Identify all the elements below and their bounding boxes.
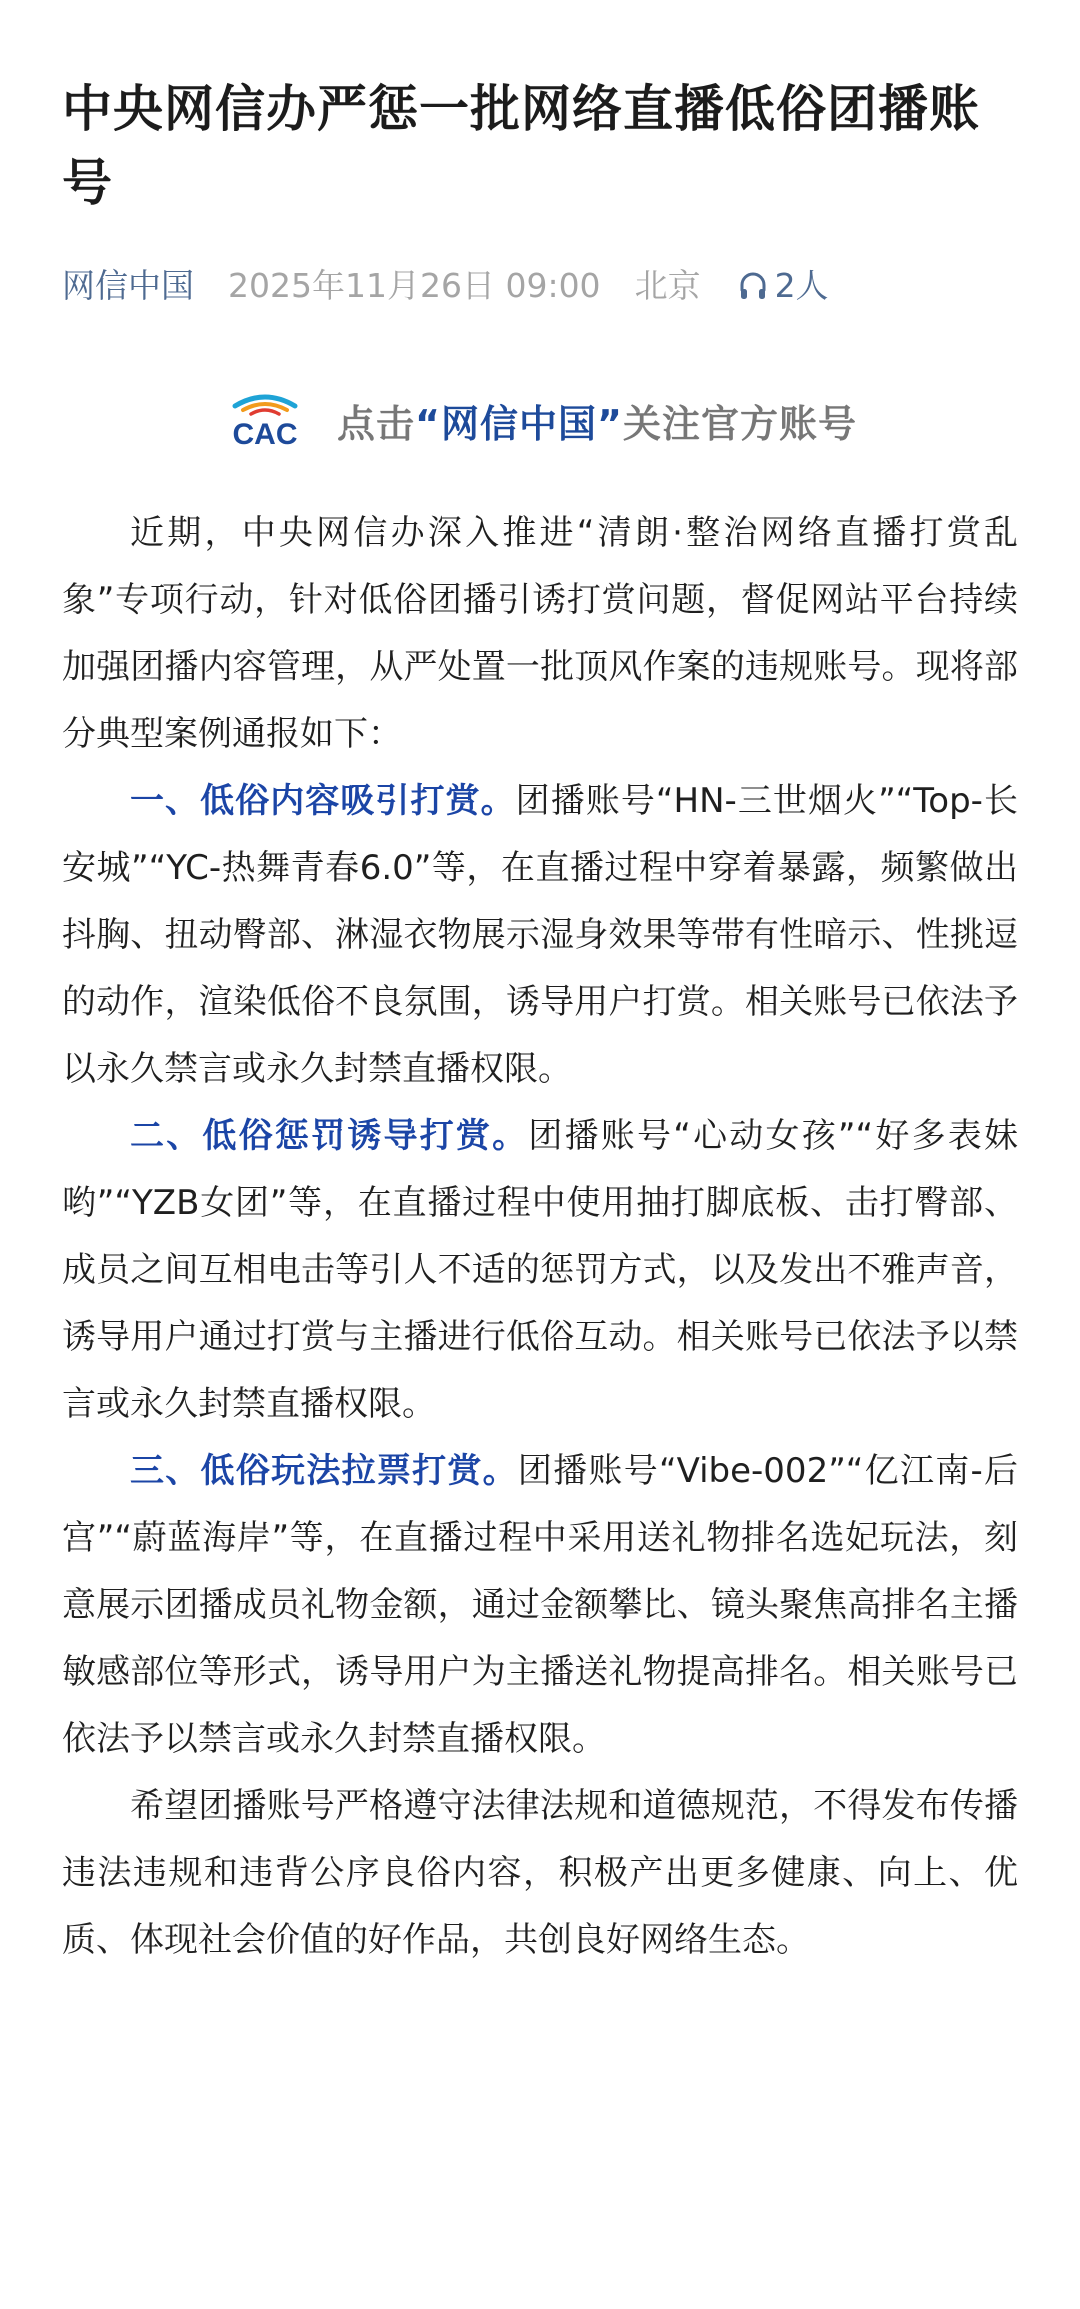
- follow-banner[interactable]: [62, 380, 1018, 460]
- paragraph-case-1: [62, 768, 1018, 1103]
- paragraph-text: 近期，中央网信办深入推进“清朗·整治网络直播打赏乱象”专项行动，针对低俗团播引诱打赏问题，督促网站平台持续加强团播内容管理，从严处置一批顶风作案的违规账号。现将部分典型案例通报如下：: [62, 513, 1018, 754]
- source-link[interactable]: 网信中国: [62, 266, 194, 305]
- follow-text-prefix: 点击: [337, 401, 416, 446]
- cac-logo: [223, 392, 307, 448]
- article-title: 中央网信办严惩一批网络直播低俗团播账号: [62, 80, 980, 212]
- paragraph-text: 团播账号“Vibe-002”“亿江南-后宫”“蔚蓝海岸”等，在直播过程中采用送礼物排名选妃玩法，刻意展示团播成员礼物金额，通过金额攀比、镜头聚焦高排名主播敏感部位等形式，诱导用户为主播送礼物提高排名。相关账号已依法予以禁言或永久封禁直播权限。: [62, 1451, 1019, 1759]
- case-heading: 三、低俗玩法拉票打赏。: [130, 1451, 518, 1491]
- svg-text:CAC: CAC: [232, 418, 298, 448]
- paragraph-text: 团播账号“HN-三世烟火”“Top-长安城”“YC-热舞青春6.0”等，在直播过程中穿着暴露，频繁做出抖胸、扭动臀部、淋湿衣物展示湿身效果等带有性暗示、性挑逗的动作，渲染低俗不良氛围，诱导用户打赏。相关账号已依法予以永久禁言或永久封禁直播权限。: [62, 781, 1018, 1089]
- headphones-icon: [739, 271, 767, 301]
- paragraph-case-2: [62, 1103, 1018, 1438]
- paragraph-intro: [62, 500, 1018, 768]
- paragraph-text: 希望团播账号严格遵守法律法规和道德规范，不得发布传播违法违规和违背公序良俗内容，积极产出更多健康、向上、优质、体现社会价值的好作品，共创良好网络生态。: [62, 1786, 1018, 1960]
- follow-text-account: “网信中国”: [415, 401, 623, 446]
- case-heading: 一、低俗内容吸引打赏。: [130, 781, 516, 821]
- follow-text: [337, 393, 857, 448]
- case-heading: 二、低俗惩罚诱导打赏。: [130, 1116, 529, 1156]
- listen-button[interactable]: [739, 264, 829, 308]
- publish-time: 2025年11月26日 09:00: [228, 266, 601, 305]
- listener-count: 2人: [774, 266, 829, 305]
- paragraph-case-3: [62, 1438, 1018, 1773]
- article-body: [62, 500, 1018, 1974]
- paragraph-text: 团播账号“心动女孩”“好多表妹哟”“YZB女团”等，在直播过程中使用抽打脚底板、击打臀部、成员之间互相电击等引人不适的惩罚方式，以及发出不雅声音，诱导用户通过打赏与主播进行低俗互动。相关账号已依法予以禁言或永久封禁直播权限。: [62, 1116, 1019, 1424]
- publish-location: 北京: [634, 266, 701, 305]
- follow-text-suffix: 关注官方账号: [622, 401, 857, 446]
- cac-logo-graphic: [223, 392, 307, 448]
- paragraph-closing: [62, 1773, 1018, 1974]
- article-meta: [62, 264, 1018, 308]
